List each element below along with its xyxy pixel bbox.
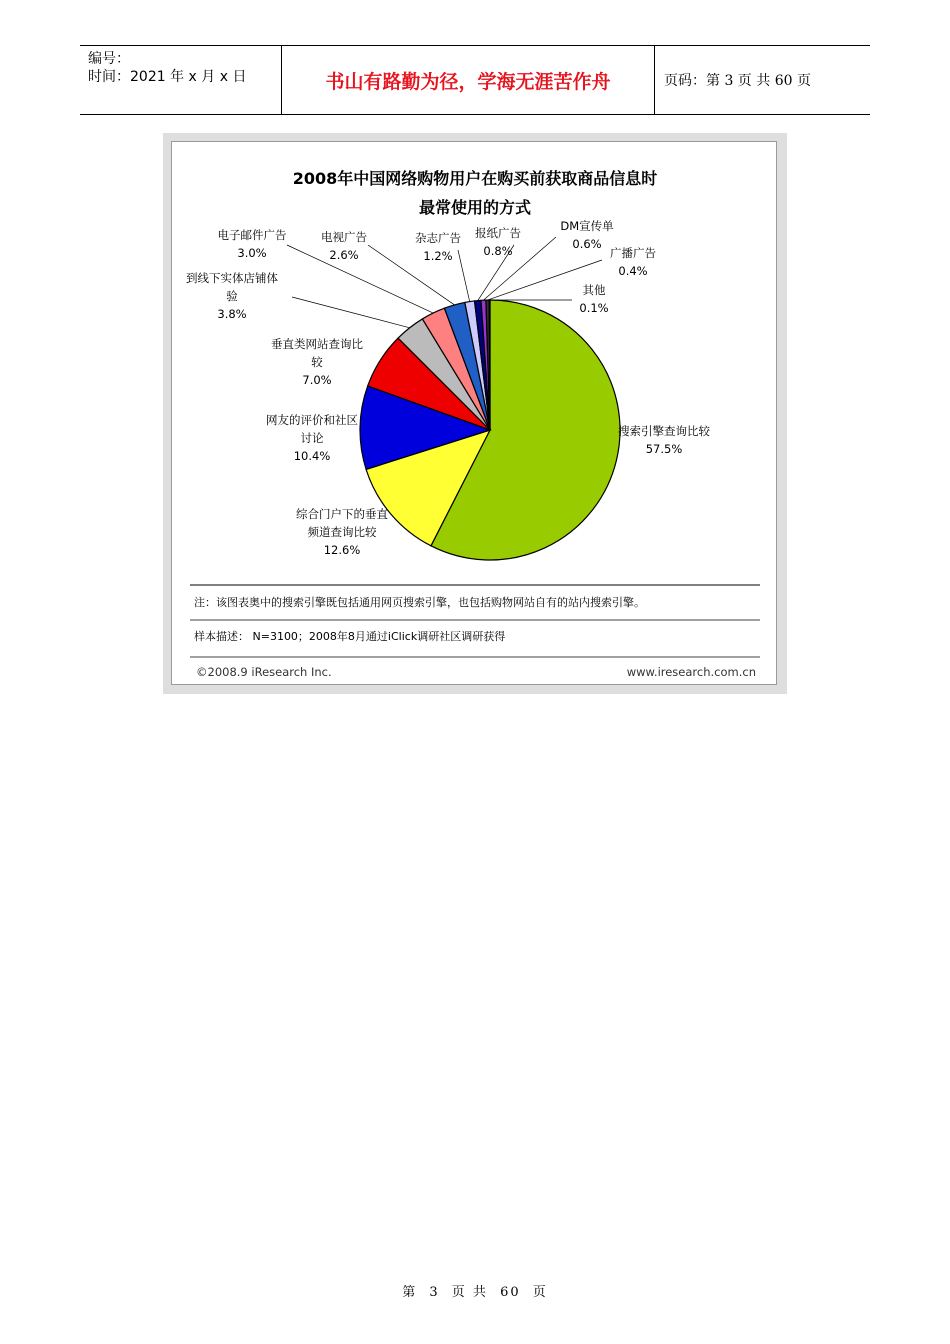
chart-frame <box>171 141 777 685</box>
footer-page-number: 3 <box>429 1285 440 1300</box>
chart-figure <box>163 133 787 694</box>
chart-title: 2008年中国网络购物用户在购买前获取商品信息时 <box>292 169 658 188</box>
slice-label: 讨论 <box>300 431 324 445</box>
slice-label: 验 <box>226 289 238 303</box>
header-divider <box>654 46 655 114</box>
pie-slice <box>489 300 490 430</box>
pie-chart <box>172 142 778 686</box>
header-motto: 书山有路勤为径，学海无涯苦作舟 <box>325 70 611 93</box>
page-header <box>80 45 870 115</box>
slice-label: 综合门户下的垂直 <box>296 507 388 521</box>
slice-label: 10.4% <box>293 449 331 463</box>
footer-suffix: 页 <box>532 1285 548 1300</box>
slice-label: 到线下实体店铺体 <box>186 271 278 285</box>
slice-label: 0.8% <box>483 244 513 258</box>
footer-total-pages: 60 <box>500 1285 521 1300</box>
footer-prefix: 第 <box>402 1285 418 1300</box>
slice-label: 网友的评价和社区 <box>266 413 358 427</box>
slice-label: 垂直类网站查询比 <box>271 337 363 351</box>
page-footer <box>0 1281 950 1300</box>
slice-label: 杂志广告 <box>415 231 461 245</box>
slice-label: 0.1% <box>579 301 609 315</box>
slice-label: 频道查询比较 <box>307 525 377 539</box>
leader-line <box>458 250 470 302</box>
slice-label: 2.6% <box>329 248 359 262</box>
slice-label: 0.4% <box>618 264 648 278</box>
slice-label: 1.2% <box>423 249 453 263</box>
slice-label: 0.6% <box>572 237 602 251</box>
slice-label: 其他 <box>582 283 606 297</box>
slice-label: 12.6% <box>323 543 361 557</box>
chart-source-website: www.iresearch.com.cn <box>626 665 756 679</box>
slice-label: 3.0% <box>237 246 267 260</box>
slice-label: 电视广告 <box>321 230 367 244</box>
slice-label: 电子邮件广告 <box>217 228 287 242</box>
pie-slices <box>360 300 620 560</box>
slice-label: 57.5% <box>645 442 683 456</box>
header-page-info: 页码：第 3 页 共 60 页 <box>664 73 811 89</box>
slice-label: 广播广告 <box>610 246 656 260</box>
footer-mid: 页 共 <box>451 1285 488 1300</box>
slice-label: 搜索引擎查询比较 <box>618 424 710 438</box>
leader-line <box>287 245 433 313</box>
leader-line <box>292 297 410 328</box>
slice-label: DM宣传单 <box>560 219 614 233</box>
chart-sample-description: 样本描述： N=3100；2008年8月通过iClick调研社区调研获得 <box>194 630 506 643</box>
date-label: 时间：2021 年 x 月 x 日 <box>88 69 247 85</box>
slice-label: 较 <box>311 355 323 369</box>
slice-label: 3.8% <box>217 307 247 321</box>
serial-number-label: 编号： <box>88 51 130 67</box>
slice-label: 7.0% <box>302 373 332 387</box>
chart-subtitle: 最常使用的方式 <box>418 198 532 217</box>
slice-label: 报纸广告 <box>475 226 521 240</box>
header-meta <box>88 50 246 86</box>
chart-note: 注：该图表奥中的搜索引擎既包括通用网页搜索引擎，也包括购物网站自有的站内搜索引擎。 <box>194 596 645 609</box>
chart-copyright: ©2008.9 iResearch Inc. <box>196 665 332 679</box>
